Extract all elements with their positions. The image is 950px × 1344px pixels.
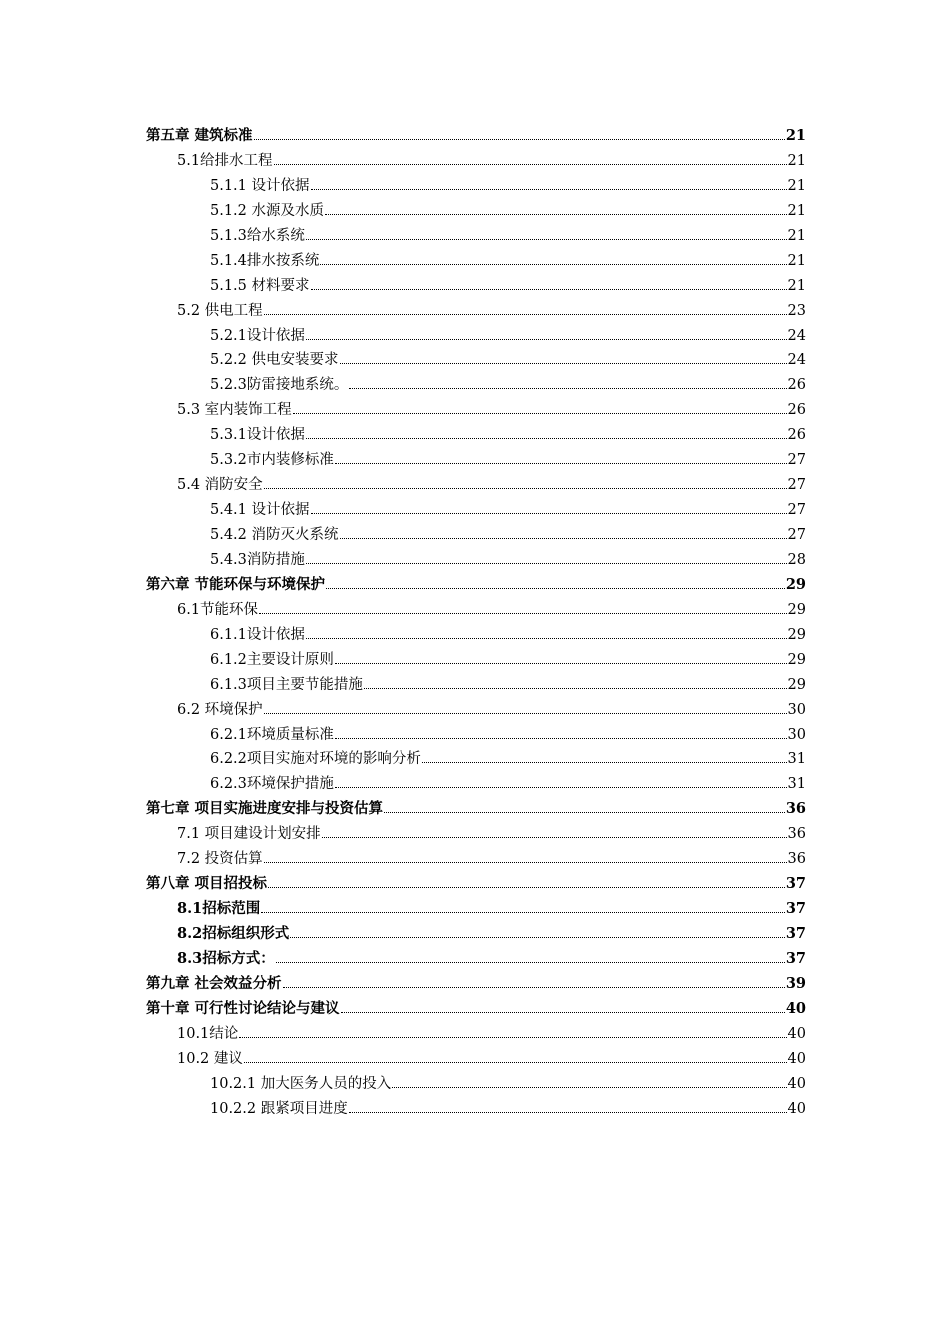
- toc-page-number: 31: [787, 751, 806, 768]
- toc-entry-title: 6.1.3项目主要节能措施: [210, 676, 363, 693]
- toc-section-entry[interactable]: [146, 922, 806, 947]
- toc-subsection-entry[interactable]: [146, 623, 806, 648]
- dot-leader: [392, 1087, 786, 1088]
- toc-page-number: 40: [787, 1050, 806, 1067]
- toc-entry-title: 第六章 节能环保与环境保护: [146, 575, 326, 593]
- toc-page-number: 37: [785, 925, 806, 942]
- toc-section-entry[interactable]: [146, 897, 806, 922]
- toc-page-number: 40: [787, 1075, 806, 1092]
- toc-entry-title: 6.2.1环境质量标准: [210, 726, 334, 743]
- toc-section-entry[interactable]: [146, 698, 806, 723]
- toc-entry-title: 6.1.2主要设计原则: [210, 651, 334, 668]
- toc-entry-title: 6.2.3环境保护措施: [210, 776, 334, 793]
- dot-leader: [293, 413, 787, 414]
- dot-leader: [306, 239, 787, 240]
- dot-leader: [264, 488, 787, 489]
- toc-page-number: 40: [785, 999, 806, 1017]
- toc-subsection-entry[interactable]: [146, 199, 806, 224]
- toc-subsection-entry[interactable]: [146, 373, 806, 398]
- toc-page-number: 21: [787, 277, 806, 294]
- toc-entry-title: 6.1节能环保: [177, 601, 259, 618]
- toc-section-entry[interactable]: [146, 473, 806, 498]
- toc-entry-title: 5.1.2 水源及水质: [210, 202, 325, 219]
- dot-leader: [340, 538, 787, 539]
- toc-entry-title: 第九章 社会效益分析: [146, 974, 282, 992]
- toc-chapter-entry[interactable]: [146, 124, 806, 149]
- toc-subsection-entry[interactable]: [146, 448, 806, 473]
- toc-page-number: 24: [787, 327, 806, 344]
- toc-entry-title: 5.4.2 消防灭火系统: [210, 527, 339, 543]
- toc-page-number: 21: [787, 152, 806, 169]
- toc-page-number: 28: [787, 551, 806, 568]
- toc-page-number: 40: [787, 1025, 806, 1042]
- toc-entry-title: 7.1 项目建设计划安排: [177, 826, 321, 843]
- toc-chapter-entry[interactable]: [146, 997, 806, 1022]
- toc-page-number: 29: [785, 575, 806, 593]
- toc-page-number: 21: [787, 227, 806, 244]
- dot-leader: [335, 738, 787, 739]
- toc-entry-title: 5.1.1 设计依据: [210, 177, 310, 194]
- dot-leader: [259, 613, 786, 614]
- toc-subsection-entry[interactable]: [146, 673, 806, 698]
- toc-page-number: 30: [787, 701, 806, 718]
- toc-entry-title: 第八章 项目招投标: [146, 875, 268, 893]
- toc-entry-title: 10.2.1 加大医务人员的投入: [210, 1075, 392, 1092]
- dot-leader: [325, 214, 787, 215]
- toc-page-number: 36: [787, 851, 806, 868]
- toc-subsection-entry[interactable]: [146, 523, 806, 548]
- toc-subsection-entry[interactable]: [146, 274, 806, 299]
- toc-page-number: 29: [787, 651, 806, 668]
- toc-subsection-entry[interactable]: [146, 648, 806, 673]
- dot-leader: [268, 887, 785, 888]
- toc-page-number: 29: [787, 626, 806, 643]
- toc-page-number: 36: [785, 800, 806, 818]
- toc-page-number: 27: [787, 527, 806, 543]
- toc-page-number: 36: [787, 826, 806, 843]
- dot-leader: [326, 588, 785, 589]
- toc-chapter-entry[interactable]: [146, 797, 806, 822]
- dot-leader: [306, 438, 787, 439]
- toc-subsection-entry[interactable]: [146, 498, 806, 523]
- toc-subsection-entry[interactable]: [146, 723, 806, 748]
- toc-subsection-entry[interactable]: [146, 174, 806, 199]
- toc-chapter-entry[interactable]: [146, 573, 806, 598]
- toc-chapter-entry[interactable]: [146, 872, 806, 897]
- toc-subsection-entry[interactable]: [146, 1097, 806, 1122]
- toc-page-number: 26: [787, 427, 806, 444]
- dot-leader: [239, 1037, 786, 1038]
- toc-entry-title: 5.4 消防安全: [177, 477, 263, 494]
- toc-entry-title: 6.2.2项目实施对环境的影响分析: [210, 751, 421, 768]
- dot-leader: [244, 1062, 787, 1063]
- toc-entry-title: 5.1.3给水系统: [210, 227, 305, 244]
- toc-section-entry[interactable]: [146, 299, 806, 324]
- toc-page-number: 37: [785, 900, 806, 918]
- toc-section-entry[interactable]: [146, 149, 806, 174]
- toc-page-number: 37: [785, 949, 806, 967]
- dot-leader: [349, 388, 786, 389]
- dot-leader: [276, 962, 785, 963]
- toc-page-number: 37: [785, 875, 806, 893]
- toc-subsection-entry[interactable]: [146, 324, 806, 349]
- dot-leader: [264, 862, 787, 863]
- dot-leader: [290, 937, 785, 938]
- dot-leader: [335, 663, 787, 664]
- toc-subsection-entry[interactable]: [146, 1072, 806, 1097]
- toc-entry-title: 10.1结论: [177, 1025, 239, 1042]
- toc-section-entry[interactable]: [146, 398, 806, 423]
- toc-entry-title: 5.1.4排水按系统: [210, 252, 320, 269]
- dot-leader: [311, 289, 787, 290]
- toc-page-number: 30: [787, 726, 806, 743]
- toc-section-entry[interactable]: [146, 598, 806, 623]
- dot-leader: [261, 912, 785, 913]
- dot-leader: [306, 638, 787, 639]
- toc-page-number: 26: [787, 402, 806, 419]
- toc-subsection-entry[interactable]: [146, 249, 806, 274]
- toc-page-number: 26: [787, 377, 806, 394]
- toc-page-number: 21: [785, 127, 806, 144]
- toc-entry-title: 8.1招标范围: [177, 900, 261, 918]
- dot-leader: [264, 314, 787, 315]
- toc-entry-title: 5.1给排水工程: [177, 152, 273, 169]
- dot-leader: [422, 762, 787, 763]
- dot-leader: [264, 713, 787, 714]
- dot-leader: [349, 1112, 787, 1113]
- dot-leader: [384, 812, 785, 813]
- toc-page-number: 40: [787, 1100, 806, 1117]
- dot-leader: [311, 189, 787, 190]
- toc-subsection-entry[interactable]: [146, 747, 806, 772]
- toc-page-number: 21: [787, 202, 806, 219]
- toc-entry-title: 5.2 供电工程: [177, 302, 263, 319]
- toc-entry-title: 5.4.1 设计依据: [210, 502, 310, 519]
- toc-page-number: 27: [787, 452, 806, 469]
- toc-entry-title: 5.2.3防雷接地系统。: [210, 377, 349, 394]
- toc-entry-title: 8.2招标组织形式: [177, 925, 290, 942]
- dot-leader: [320, 264, 786, 265]
- toc-subsection-entry[interactable]: [146, 548, 806, 573]
- toc-entry-title: 第七章 项目实施进度安排与投资估算: [146, 800, 384, 818]
- dot-leader: [335, 787, 787, 788]
- dot-leader: [311, 513, 787, 514]
- toc-page-number: 39: [785, 974, 806, 992]
- toc-page-number: 23: [787, 302, 806, 319]
- toc-page-number: 27: [787, 477, 806, 494]
- toc-entry-title: 10.2 建议: [177, 1050, 243, 1067]
- toc-entry-title: 5.4.3消防措施: [210, 551, 305, 568]
- toc-section-entry[interactable]: [146, 847, 806, 872]
- dot-leader: [340, 363, 787, 364]
- toc-entry-title: 5.3 室内装饰工程: [177, 402, 292, 419]
- table-of-contents: [146, 124, 806, 1122]
- toc-entry-title: 6.1.1设计依据: [210, 626, 305, 643]
- dot-leader: [283, 987, 785, 988]
- dot-leader: [364, 688, 787, 689]
- toc-subsection-entry[interactable]: [146, 772, 806, 797]
- toc-entry-title: 第五章 建筑标准: [146, 127, 253, 144]
- dot-leader: [306, 339, 787, 340]
- toc-section-entry[interactable]: [146, 1047, 806, 1072]
- toc-entry-title: 6.2 环境保护: [177, 701, 263, 718]
- toc-subsection-entry[interactable]: [146, 224, 806, 249]
- toc-page-number: 31: [787, 776, 806, 793]
- toc-entry-title: 10.2.2 跟紧项目进度: [210, 1100, 348, 1117]
- toc-entry-title: 8.3招标方式：: [177, 949, 275, 967]
- toc-subsection-entry[interactable]: [146, 423, 806, 448]
- toc-entry-title: 5.3.2市内装修标准: [210, 452, 334, 469]
- dot-leader: [341, 1012, 785, 1013]
- toc-subsection-entry[interactable]: [146, 348, 806, 373]
- dot-leader: [335, 463, 787, 464]
- toc-section-entry[interactable]: [146, 1022, 806, 1047]
- toc-page-number: 21: [787, 252, 806, 269]
- dot-leader: [254, 139, 785, 140]
- toc-page-number: 29: [787, 601, 806, 618]
- toc-page-number: 21: [787, 177, 806, 194]
- toc-chapter-entry[interactable]: [146, 972, 806, 997]
- toc-entry-title: 5.1.5 材料要求: [210, 277, 310, 294]
- toc-page-number: 24: [787, 352, 806, 369]
- toc-section-entry[interactable]: [146, 822, 806, 847]
- dot-leader: [322, 837, 787, 838]
- toc-entry-title: 5.3.1设计依据: [210, 427, 305, 444]
- toc-page-number: 29: [787, 676, 806, 693]
- toc-entry-title: 5.2.2 供电安装要求: [210, 352, 339, 369]
- toc-entry-title: 第十章 可行性讨论结论与建议: [146, 999, 340, 1017]
- toc-page-number: 27: [787, 502, 806, 519]
- toc-section-entry[interactable]: [146, 947, 806, 972]
- dot-leader: [274, 164, 787, 165]
- toc-entry-title: 7.2 投资估算: [177, 851, 263, 868]
- dot-leader: [306, 563, 787, 564]
- toc-entry-title: 5.2.1设计依据: [210, 327, 305, 344]
